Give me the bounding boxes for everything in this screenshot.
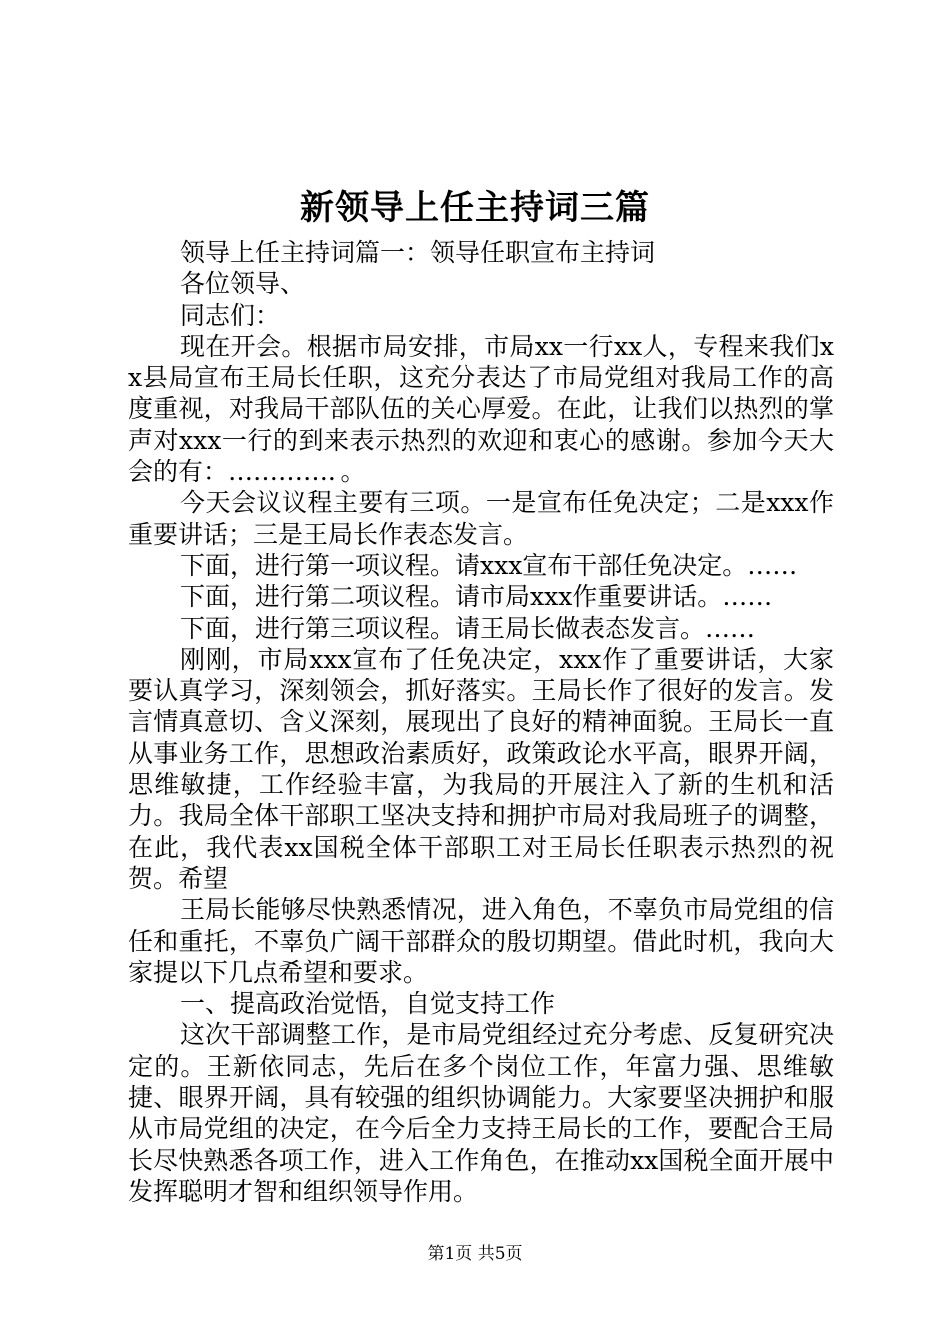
paragraph-hopes: 王局长能够尽快熟悉情况，进入角色，不辜负市局党组的信任和重托，不辜负广阔干部群众的殷切期望。借此时机，我向大家提以下几点希望和要求。 — [128, 895, 834, 987]
paragraph-heading: 领导上任主持词篇一：领导任职宣布主持词 — [180, 238, 656, 267]
paragraph-section-1: 这次干部调整工作，是市局党组经过充分考虑、反复研究决定的。王新依同志，先后在多个岗位工作，年富力强、思维敏捷、眼界开阔，具有较强的组织协调能力。大家要坚决拥护和服从市局党组的决定，在今后全力支持王局长的工作，要配合王局长尽快熟悉各项工作，进入工作角色，在推动xx国税全面开展中发挥聪明才智和组织领导作用。 — [128, 1020, 834, 1206]
paragraph-agenda-item-3: 下面，进行第三项议程。请王局长做表态发言。…… — [180, 613, 756, 643]
paragraph-agenda-item-1: 下面，进行第一项议程。请xxx宣布干部任免决定。…… — [180, 550, 798, 580]
paragraph-opening: 现在开会。根据市局安排，市局xx一行xx人，专程来我们xx县局宣布王局长任职，这充分表达了市局党组对我局工作的高度重视，对我局干部队伍的关心厚爱。在此，让我们以热烈的掌声对xxx一行的到来表示热烈的欢迎和衷心的感谢。参加今天大会的有：…………．。 — [128, 331, 834, 487]
paragraph-agenda: 今天会议议程主要有三项。一是宣布任免决定；二是xxx作重要讲话；三是王局长作表态发言。 — [128, 488, 834, 549]
document-title: 新领导上任主持词三篇 — [300, 188, 650, 228]
paragraph-agenda-item-2: 下面，进行第二项议程。请市局xxx作重要讲话。…… — [180, 582, 773, 612]
page-footer: 第1页 共5页 — [427, 1244, 523, 1264]
paragraph-salutation-leaders: 各位领导、 — [180, 269, 306, 299]
paragraph-summary: 刚刚，市局xxx宣布了任免决定，xxx作了重要讲话，大家要认真学习，深刻领会，抓好落实。王局长作了很好的发言。发言情真意切、含义深刻，展现出了良好的精神面貌。王局长一直从事业务工作，思想政治素质好，政策政论水平高，眼界开阔，思维敏捷，工作经验丰富，为我局的开展注入了新的生机和活力。我局全体干部职工坚决支持和拥护市局对我局班子的调整，在此，我代表xx国税全体干部职工对王局长任职表示热烈的祝贺。希望 — [128, 644, 834, 893]
paragraph-salutation-comrades: 同志们： — [180, 300, 281, 330]
document-body — [128, 237, 834, 1207]
section-heading-1: 一、提高政治觉悟，自觉支持工作 — [180, 989, 556, 1019]
